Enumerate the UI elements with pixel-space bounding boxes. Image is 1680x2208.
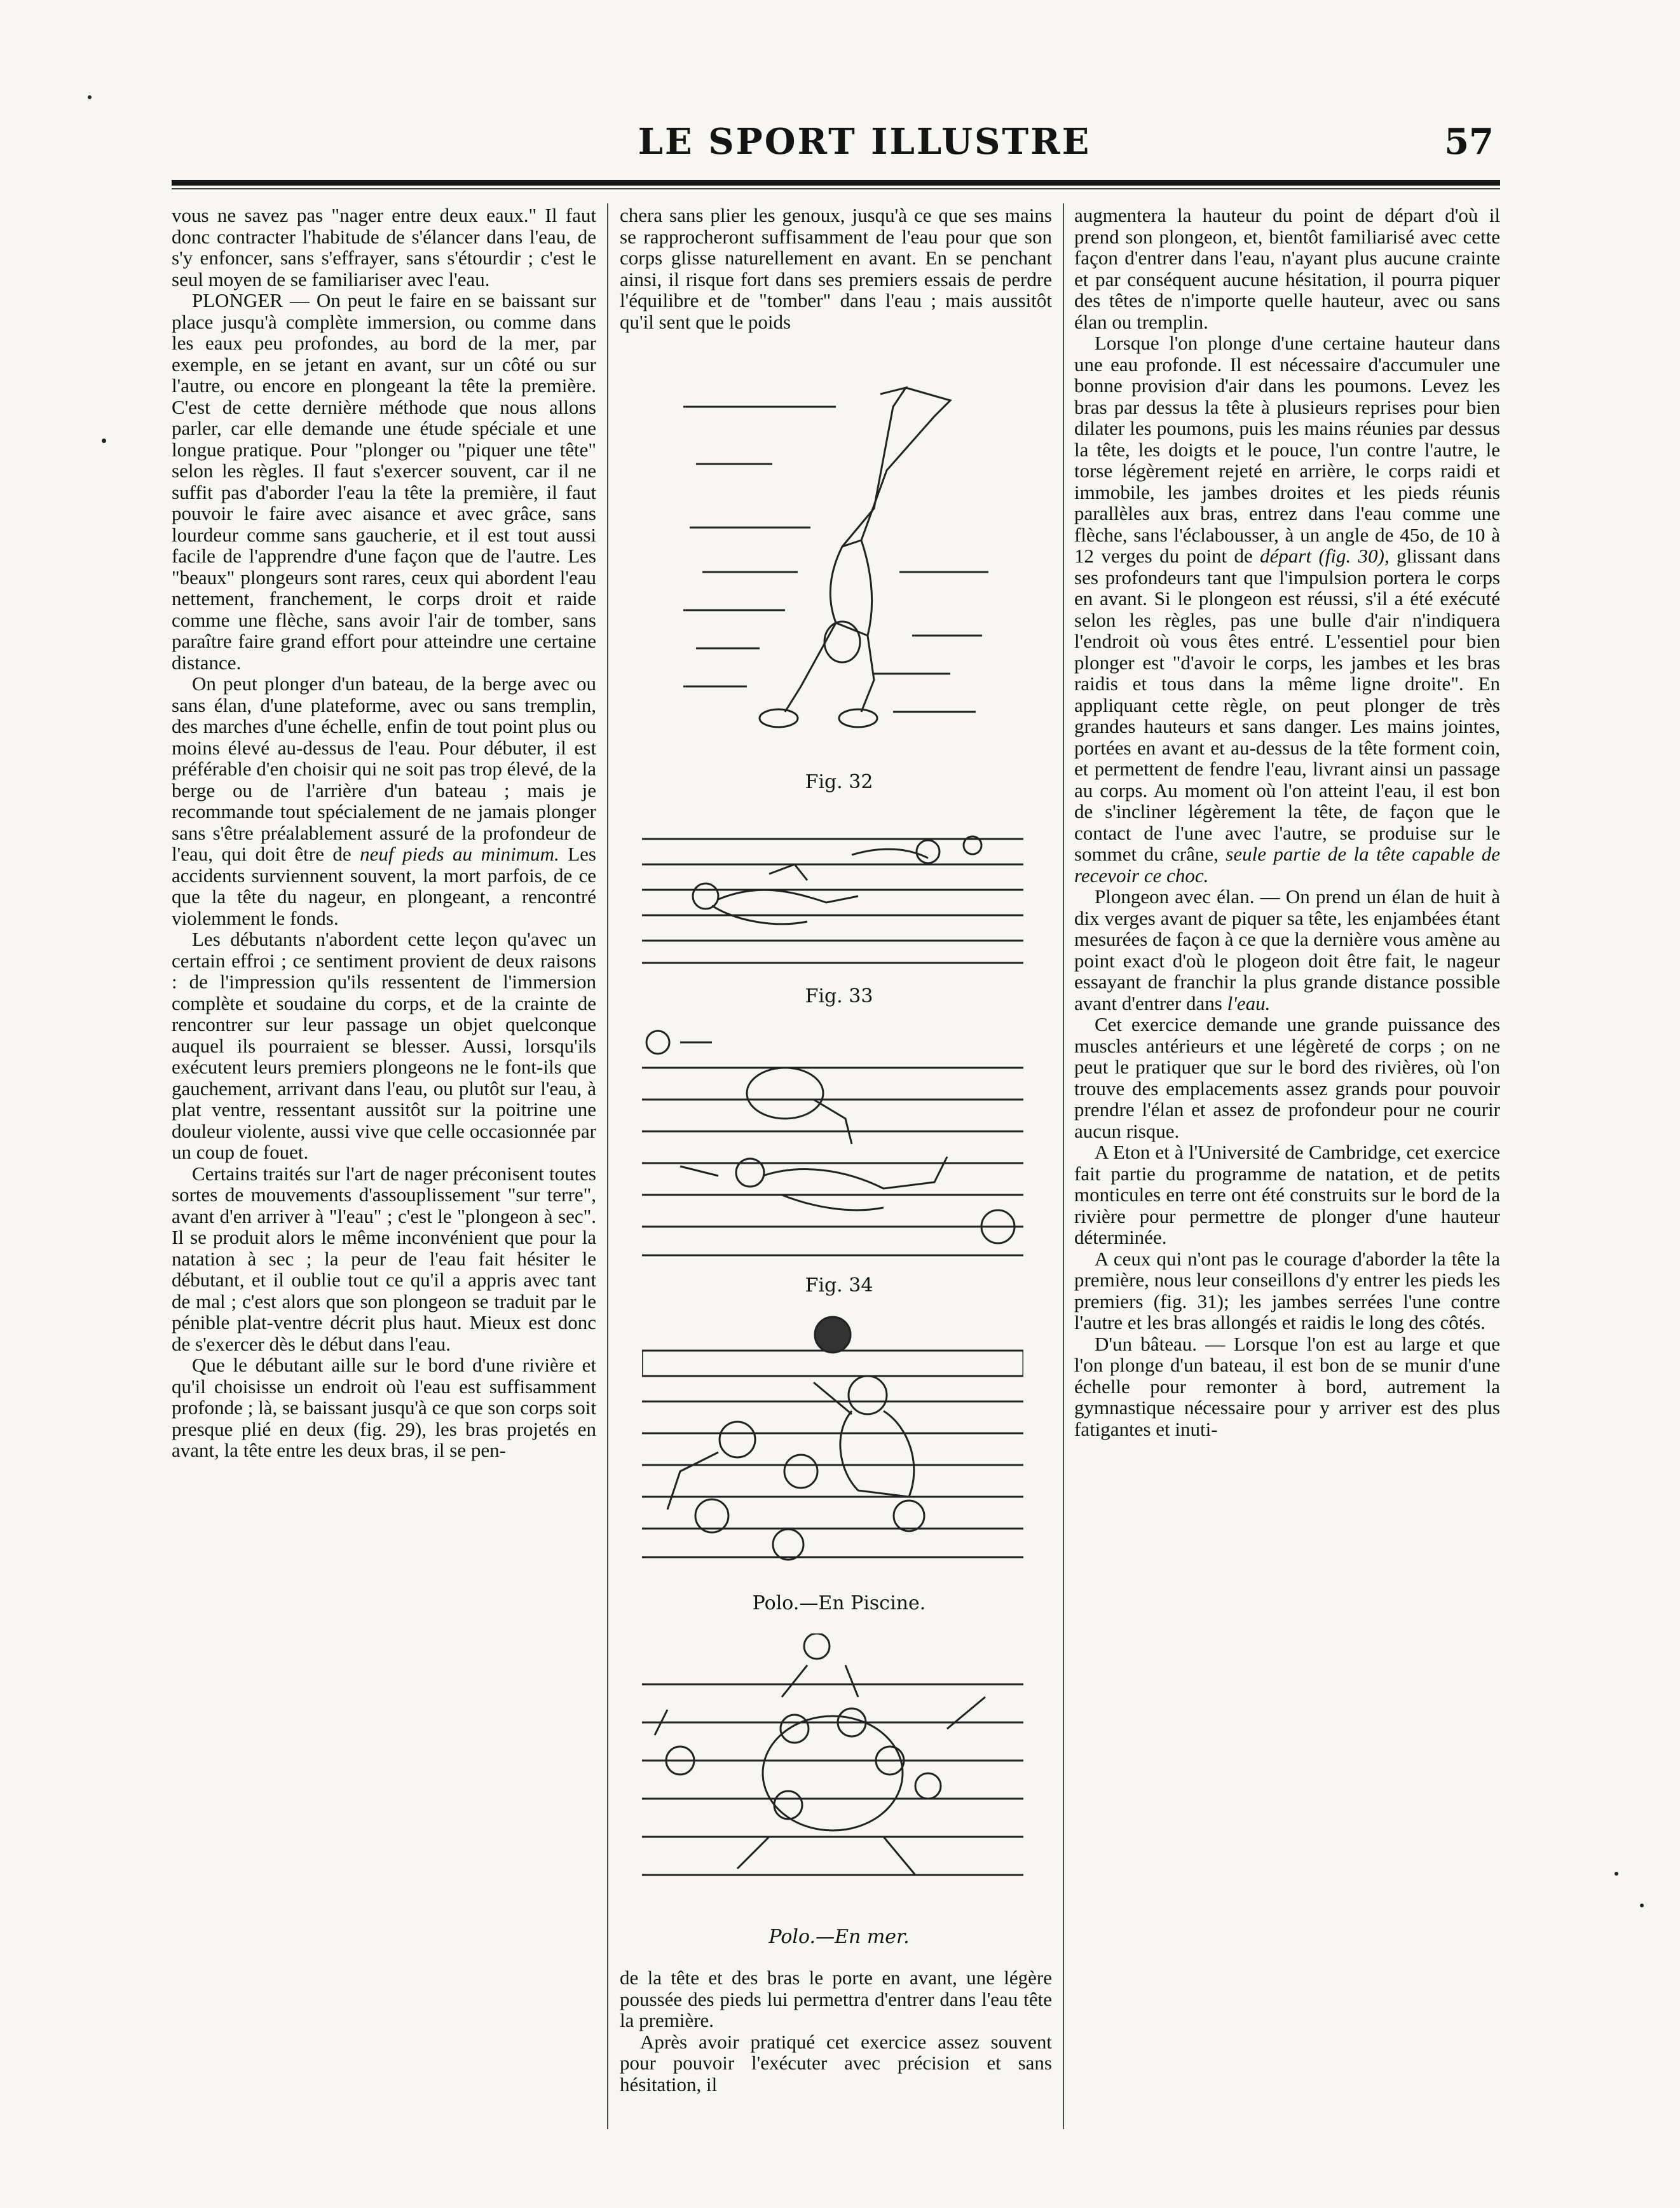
figure-33-swimmers bbox=[642, 826, 1023, 972]
paragraph: A Eton et à l'Université de Cambridge, cet exercice fait partie du programme de natation, et de petits monticules en terre ont été construits sur le bord de la rivière pour permettre de plonger d'une hauteur déterminée. bbox=[1074, 1141, 1500, 1248]
paragraph bbox=[172, 673, 596, 929]
paragraph: de la tête et des bras le porte en avant, une légère poussée des pieds lui permettra d'entrer dans l'eau tête la première. bbox=[620, 1966, 1052, 2031]
text-run: glissant dans ses profondeurs tant que l'impulsion portera le corps en avant. Si le plongeon est réussi, s'il a été exécuté selon les règles, pas une bulle d'air n'indiquera l'endroit où vous êtes entré. L'essentiel pour bien plonger est "d'avoir le corps, les jambes et les bras raidis et tous dans la même ligne droite". En appliquant cette règle, on peut plonger de très grandes hauteurs et sans danger. Les mains jointes, portées en avant et au-dessus de la tête forment coin, et permettent de fendre l'eau, livrant ainsi un passage au corps. Au moment où l'on atteint l'eau, il est bon de s'incliner légèrement la tête, de façon que le contact de l'une avec l'autre, se produise sur le sommet du crâne, bbox=[1074, 545, 1501, 865]
paragraph: D'un bâteau. — Lorsque l'on est au large et que l'on plonge d'un bateau, il est bon de se munir d'une échelle pour remonter à bord, autrement la gymnastique nécessaire pour y arriver est des plus fatigantes et inuti- bbox=[1074, 1332, 1500, 1440]
emphasis: seule partie de la tête capable de recevoir ce choc. bbox=[1074, 843, 1500, 887]
figure-34-caption: Fig. 34 bbox=[805, 1274, 873, 1297]
middle-column-bottom bbox=[620, 1967, 1052, 2120]
polo-mer-caption: Polo.—En mer. bbox=[768, 1926, 910, 1948]
left-column bbox=[172, 205, 596, 2150]
paragraph: augmentera la hauteur du point de départ d'où il prend son plongeon, et, bientôt familiarisé avec cette façon d'entrer dans l'eau, n'ayant plus aucune crainte et par conséquent aucune hésitation, il pourra piquer des têtes de n'importe quelle hauteur, avec ou sans élan ou tremplin. bbox=[1074, 204, 1500, 333]
right-column bbox=[1074, 205, 1500, 2150]
paragraph: Après avoir pratiqué cet exercice assez souvent pour pouvoir l'exécuter avec précision et sans hésitation, il bbox=[620, 2030, 1052, 2096]
figure-34-divers bbox=[642, 1023, 1023, 1265]
header-rule bbox=[172, 180, 1500, 186]
paragraph: Cet exercice demande une grande puissance des muscles antérieurs et une légèreté de corps ; on ne peut le pratiquer que sur le bord des rivières, où l'on trouve des emplacements assez grands pour pouvoir prendre l'élan et assez de profondeur pour ne courir aucun risque. bbox=[1074, 1013, 1500, 1142]
figure-32-caption: Fig. 32 bbox=[805, 771, 873, 793]
polo-piscine-illustration bbox=[642, 1306, 1023, 1567]
column-divider-right bbox=[1063, 203, 1064, 2129]
figure-32-diver bbox=[683, 381, 1001, 744]
paragraph: PLONGER — On peut le faire en se baissant sur place jusqu'à complète immersion, ou comme dans les eaux peu profondes, au bord de la mer, par exemple, en se jetant en avant, sur un côté ou sur l'autre, ou encore en plongeant la tête la première. C'est de cette dernière méthode que nous allons parler, car elle demande une étude spéciale et une longue pratique. Pour "plonger ou "piquer une tête" selon les règles. Il faut s'exercer souvent, car il ne suffit pas d'aborder l'eau la tête la première, il faut pouvoir le faire avec aisance et avec grâce, sans lourdeur comme sans gaucherie, et il est tout aussi facile de l'apprendre d'une façon que de l'autre. Les "beaux" plongeurs sont rares, ceux qui abordent l'eau nettement, franchement, le corps droit et raide comme une flèche, sans avoir l'air de tomber, sans paraître faire grand effort pour atteindre une certaine distance. bbox=[172, 289, 596, 674]
paragraph: chera sans plier les genoux, jusqu'à ce que ses mains se rapprocheront suffisamment de l'eau pour que son corps glisse naturellement en avant. En se penchant ainsi, il risque fort dans ses premiers essais de perdre l'équilibre et de "tomber" dans l'eau ; mais aussitôt qu'il sent que le poids bbox=[620, 204, 1052, 333]
paragraph bbox=[1074, 332, 1500, 886]
emphasis: départ (fig. 30), bbox=[1260, 545, 1390, 567]
scan-speck bbox=[88, 95, 92, 99]
paragraph: Que le débutant aille sur le bord d'une rivière et qu'il choisisse un endroit où l'eau est suffisamment profonde ; là, se baissant jusqu'à ce que son corps soit presque plié en deux (fig. 29), les bras projetés en avant, la tête entre les deux bras, il se pen- bbox=[172, 1354, 596, 1461]
page-header bbox=[0, 0, 1680, 191]
polo-mer-illustration bbox=[642, 1633, 1023, 1900]
text-run: On peut plonger d'un bateau, de la berge avec ou sans élan, d'une plateforme, avec ou sans tremplin, des marches d'une échelle, enfin de tout point plus ou moins élevé au-dessus de l'eau. Pour débuter, il est préférable d'en choisir qui ne soit pas trop élevé, de la berge ou de l'arrière d'un bateau ; mais je recommande tout spécialement de ne jamais plonger sans s'être préalablement assuré de la profondeur de l'eau, qui doit être de bbox=[172, 672, 596, 865]
paragraph: A ceux qui n'ont pas le courage d'aborder la tête la première, nous leur conseillons d'y entrer les pieds les premiers (fig. 31); les jambes serrées l'une contre l'autre et les bras allongés et raidis le long des côtés. bbox=[1074, 1247, 1500, 1333]
emphasis: l'eau. bbox=[1227, 992, 1271, 1014]
paragraph: Certains traités sur l'art de nager préconisent toutes sortes de mouvements d'assouplissement "sur terre", avant d'en arriver à "l'eau" ; c'est le "plongeon à sec". Il se produit alors le même inconvénient que pour la natation à sec ; la peur de l'eau fait hésiter le débutant, et il oublie tout ce qu'il a appris avec tant de mal ; c'est alors que son plongeon se traduit par le pénible plat-ventre décrit plus haut. Mieux est donc de s'exercer dès le début dans l'eau. bbox=[172, 1162, 596, 1355]
scan-speck bbox=[102, 439, 106, 443]
paragraph bbox=[1074, 886, 1500, 1014]
text-run: Lorsque l'on plonge d'une certaine hauteur dans une eau profonde. Il est nécessaire d'accumuler une bonne provision d'air dans les poumons. Levez les bras par dessus la tête à plusieurs reprises pour bien dilater les poumons, puis les mains réunies par dessus la tête, les doigts et le pouce, l'un contre l'autre, le torse légèrement rejeté en arrière, le corps raidi et immobile, les jambes droites et les pieds réunis parallèles aux bras, entrez dans l'eau comme une flèche, sans l'éclabousser, à un angle de 45o, de 10 à 12 verges du point de bbox=[1074, 332, 1500, 567]
emphasis: neuf pieds au minimum. bbox=[360, 843, 559, 865]
polo-piscine-caption: Polo.—En Piscine. bbox=[752, 1592, 926, 1614]
running-title: LE SPORT ILLUSTRE bbox=[638, 121, 1091, 163]
text-run: Plongeon avec élan. — On prend un élan de huit à dix verges avant de piquer sa tête, les enjambées étant mesurées de façon à ce que la dernière vous amène au point exact d'où le plogeon doit être fait, le nageur essayant de franchir la plus grande distance possible avant d'entrer dans bbox=[1074, 885, 1500, 1014]
column-divider-left bbox=[607, 203, 608, 2129]
page-number: 57 bbox=[1444, 121, 1494, 163]
scan-speck bbox=[1640, 1904, 1644, 1907]
header-rule-thin bbox=[172, 188, 1500, 189]
paragraph: vous ne savez pas "nager entre deux eaux." Il faut donc contracter l'habitude de s'élancer dans l'eau, de s'y enfoncer, sans s'effrayer, sans s'étourdir ; c'est le seul moyen de se familiariser avec l'eau. bbox=[172, 204, 596, 290]
paragraph: Les débutants n'abordent cette leçon qu'avec un certain effroi ; ce sentiment provient de deux raisons : de l'impression qu'ils ressentent de l'immersion complète et soudaine du corps, et de la crainte de rencontrer sur leur passage un objet quelconque auquel ils pourraient se blesser. Aussi, lorsqu'ils exécutent leurs premiers plongeons ne le font-ils que gauchement, arrivant dans l'eau, ou plutôt sur l'eau, à plat ventre, ressentant aussitôt sur la poitrine une douleur violente, aussi vive que celle occasionnée par un coup de fouet. bbox=[172, 928, 596, 1163]
scan-speck bbox=[1615, 1872, 1618, 1876]
text-run: Les accidents surviennent souvent, la mort parfois, de ce que la tête du nageur, en plongeant, a rencontré violemment le fonds. bbox=[172, 843, 596, 929]
figure-33-caption: Fig. 33 bbox=[805, 985, 873, 1007]
